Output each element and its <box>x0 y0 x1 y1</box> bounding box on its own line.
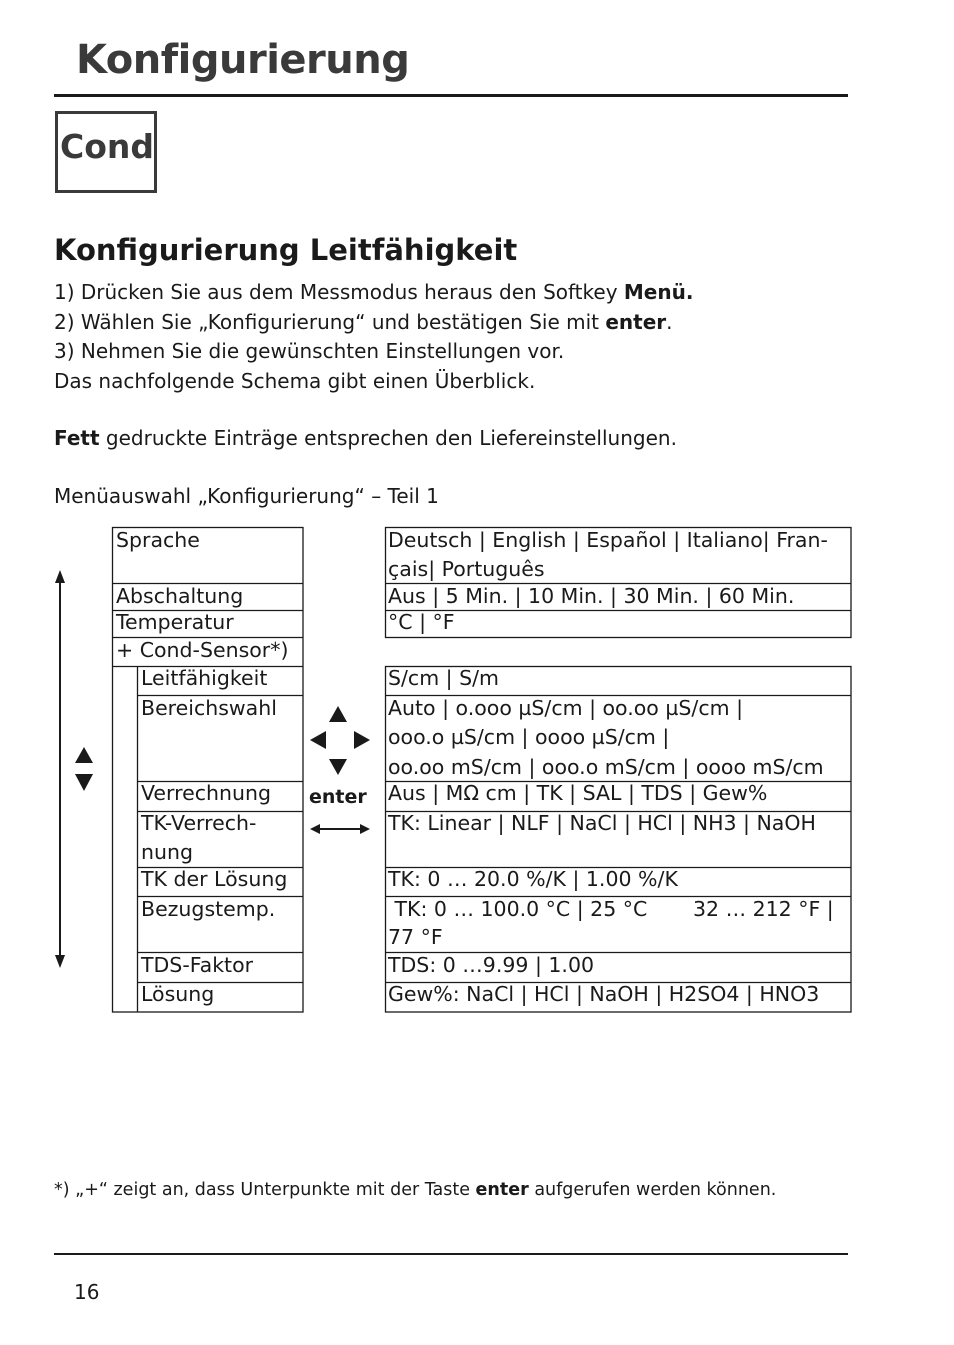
page-number: 16 <box>74 1280 100 1304</box>
options-temperatur: °C | °F <box>388 610 455 634</box>
menu-item-sprache: Sprache <box>116 528 200 552</box>
cond-badge-label: Cond <box>60 127 155 166</box>
menu-item-bezugstemp: Bezugstemp. <box>141 897 276 921</box>
menu-item-temperatur: Temperatur <box>116 610 234 634</box>
options-loesung: Gew%: NaCl | HCl | NaOH | H2SO4 | HNO3 <box>388 982 820 1006</box>
default-note: Fett gedruckte Einträge entsprechen den Liefereinstellungen. <box>54 426 677 450</box>
menu-caption: Menüauswahl „Konfigurierung“ – Teil 1 <box>54 484 439 508</box>
options-verrechnung: Aus | MΩ cm | TK | SAL | TDS | Gew% <box>388 781 768 805</box>
step-2: 2) Wählen Sie „Konfigurierung“ und bestätigen Sie mit enter. <box>54 309 673 334</box>
overview-line: Das nachfolgende Schema gibt einen Überblick. <box>54 368 536 393</box>
menu-item-tk-verrechnung-cont: nung <box>141 840 193 864</box>
up-down-arrows-icon <box>74 746 94 792</box>
menu-item-loesung: Lösung <box>141 982 215 1006</box>
options-leitfaehigkeit: S/cm | S/m <box>388 666 499 690</box>
options-bezugstemp-line1: TK: 0 … 100.0 °C | 25 °C 32 … 212 °F | <box>388 897 834 921</box>
options-sprache-line1: Deutsch | English | Español | Italiano| Fran- <box>388 528 828 552</box>
options-tds-faktor: TDS: 0 …9.99 | 1.00 <box>388 953 595 977</box>
scroll-updown-arrow-icon <box>52 570 68 968</box>
step-1: 1) Drücken Sie aus dem Messmodus heraus den Softkey Menü. <box>54 280 694 304</box>
step-3: 3) Nehmen Sie die gewünschten Einstellungen vor. <box>54 339 565 363</box>
footnote: *) „+“ zeigt an, dass Unterpunkte mit der Taste enter aufgerufen werden können. <box>54 1180 777 1200</box>
options-tk-loesung: TK: 0 … 20.0 %/K | 1.00 %/K <box>388 867 678 891</box>
enter-key-label: enter <box>309 786 367 808</box>
menu-item-tk-der-loesung: TK der Lösung <box>141 867 288 891</box>
menu-item-leitfaehigkeit: Leitfähigkeit <box>141 666 268 690</box>
footer-rule <box>54 1253 848 1255</box>
options-sprache-line2: çais| Português <box>388 557 545 581</box>
options-abschaltung: Aus | 5 Min. | 10 Min. | 30 Min. | 60 Min. <box>388 584 795 608</box>
options-bereichswahl-line3: oo.oo mS/cm | ooo.o mS/cm | oooo mS/cm <box>388 755 824 779</box>
menu-item-cond-sensor: + Cond-Sensor*) <box>116 638 289 662</box>
menu-item-tk-verrechnung: TK-Verrech- <box>141 811 257 835</box>
page-title: Konfigurierung <box>76 37 410 83</box>
direction-keys-icon <box>309 705 371 777</box>
menu-item-bereichswahl: Bereichswahl <box>141 696 277 720</box>
options-bereichswahl-line1: Auto | o.ooo µS/cm | oo.oo µS/cm | <box>388 696 743 720</box>
menu-item-tds-faktor: TDS-Faktor <box>141 953 254 977</box>
options-bereichswahl-line2: ooo.o µS/cm | oooo µS/cm | <box>388 725 670 749</box>
menu-item-verrechnung: Verrechnung <box>141 781 271 805</box>
menu-item-abschaltung: Abschaltung <box>116 584 244 608</box>
options-tk-verrechnung: TK: Linear | NLF | NaCl | HCl | NH3 | NaOH <box>388 811 816 835</box>
section-title: Konfigurierung Leitfähigkeit <box>54 233 518 267</box>
left-right-arrow-icon <box>309 822 371 836</box>
options-bezugstemp-line2: 77 °F <box>388 925 443 949</box>
